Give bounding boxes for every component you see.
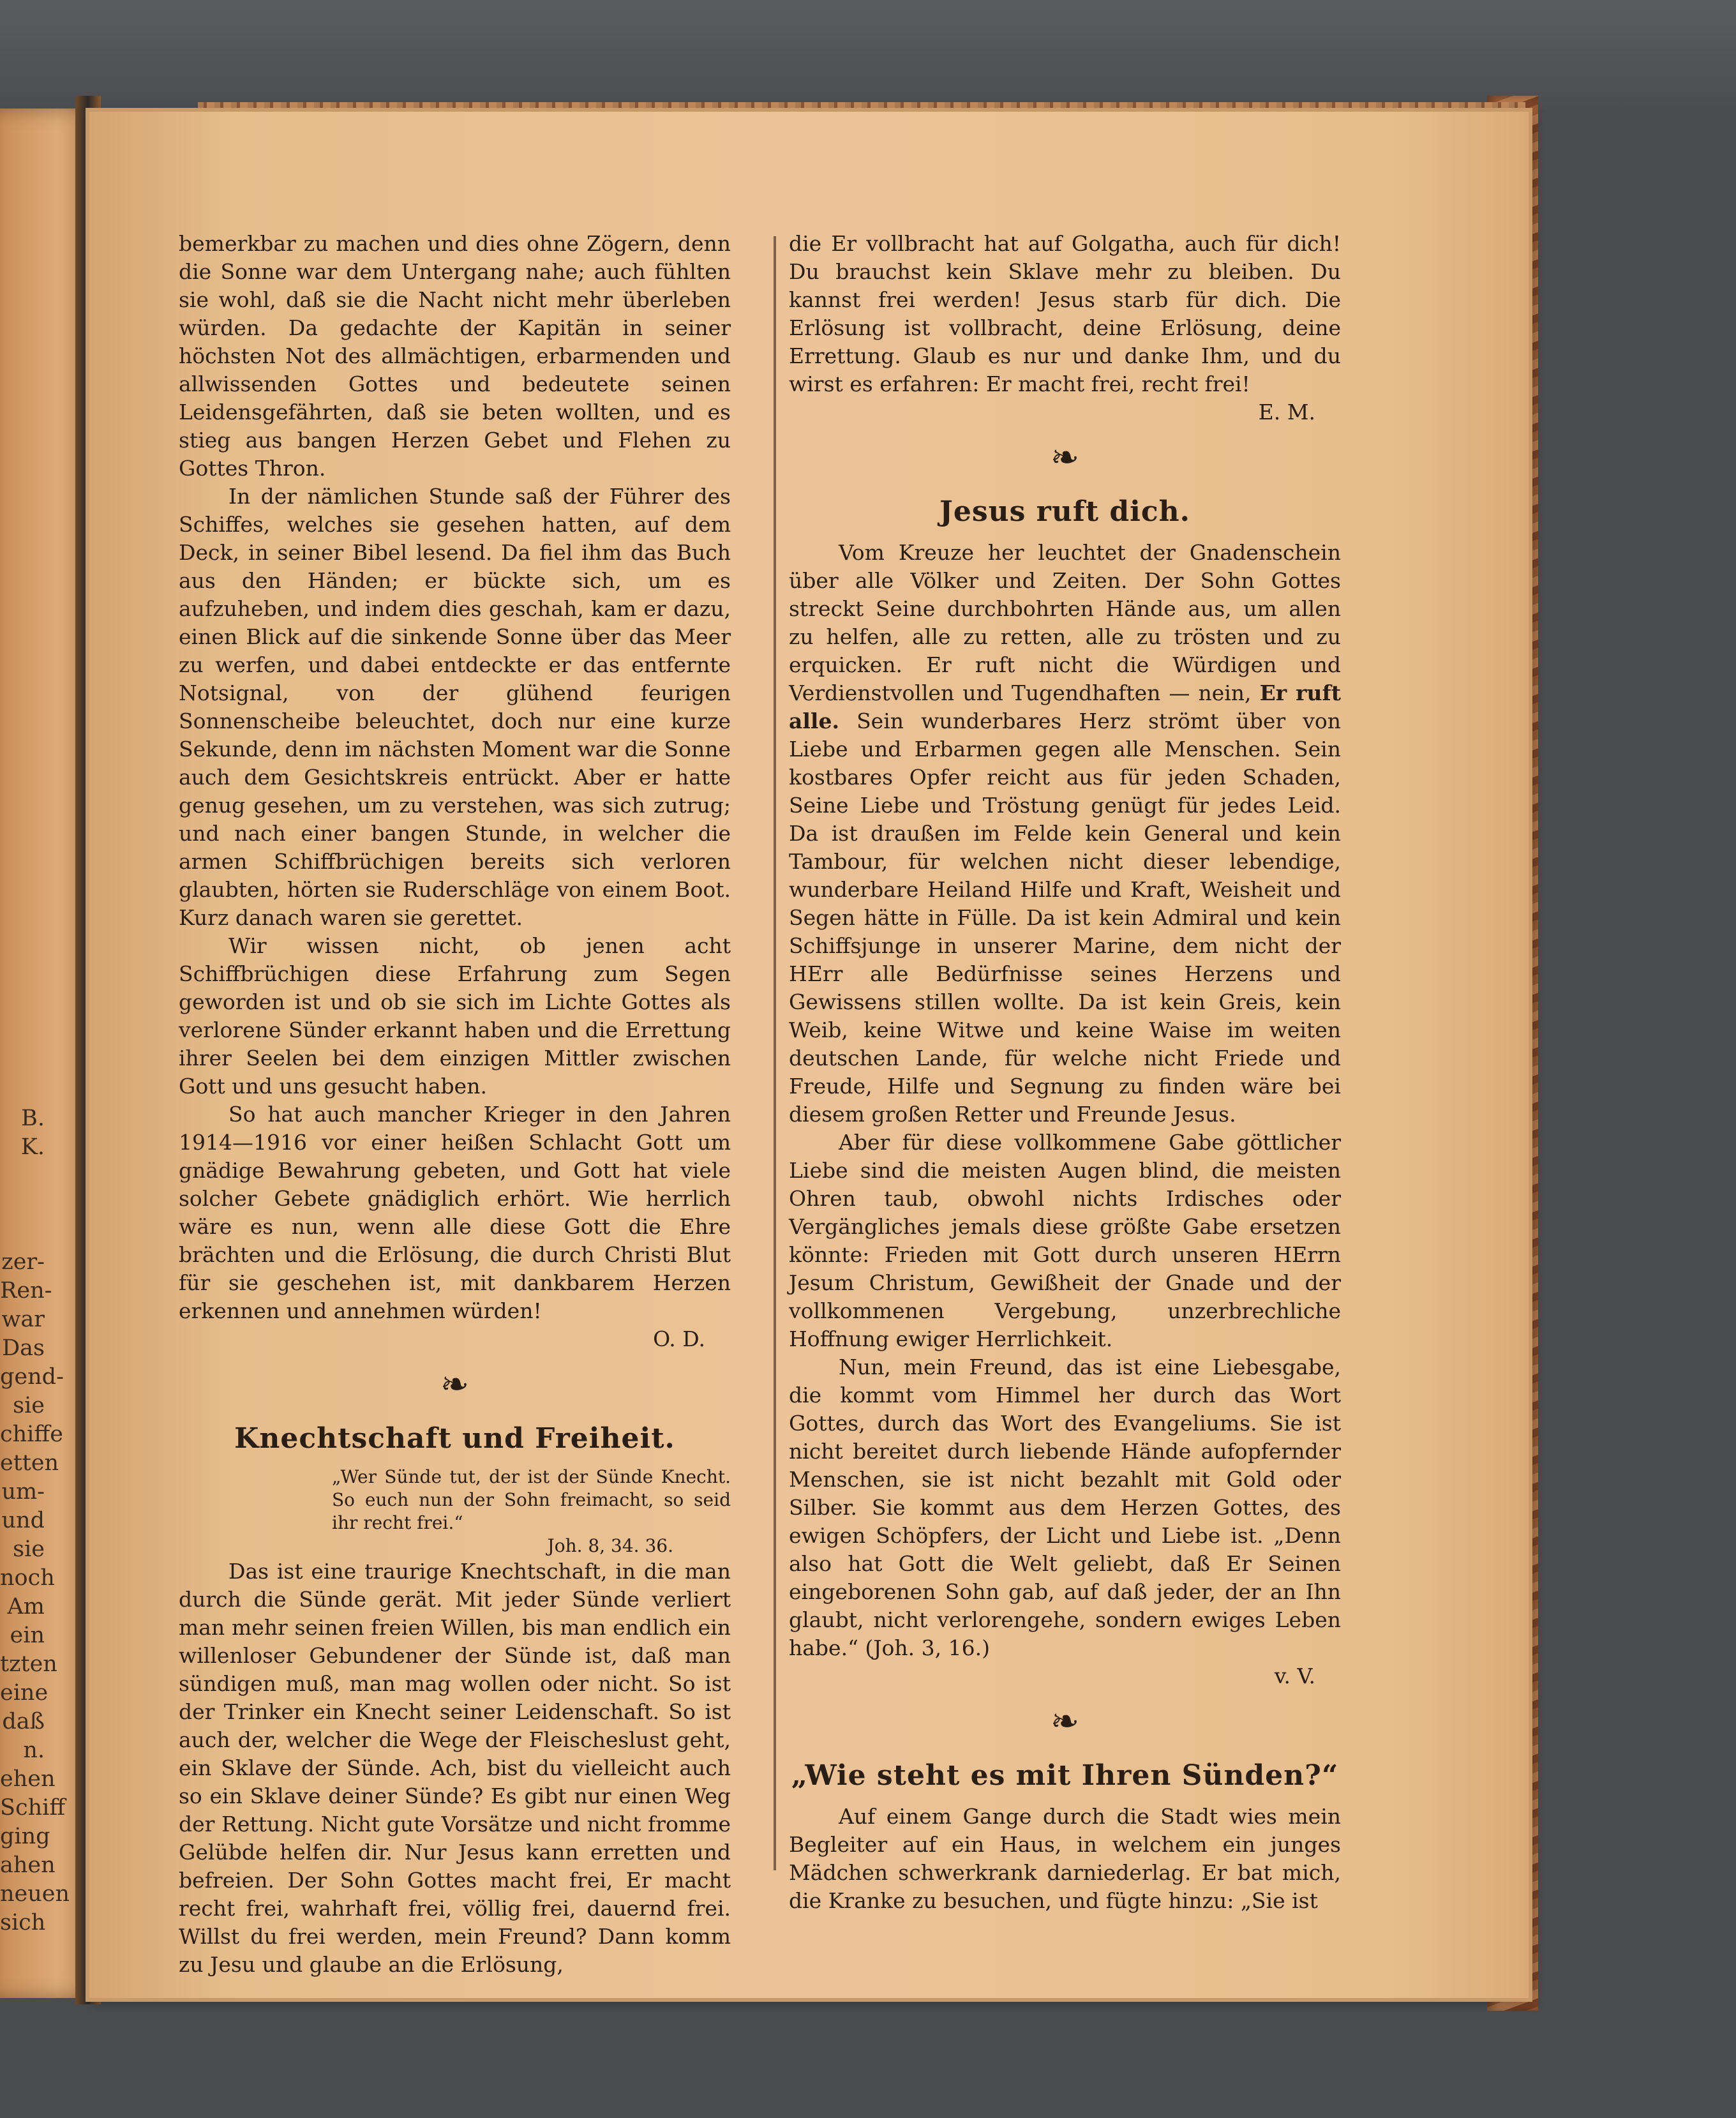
section-heading: Jesus ruft dich. (939, 495, 1190, 528)
paragraph: Wir wissen nicht, ob jenen acht Schiffbrüchigen diese Erfahrung zum Segen geworden ist und ob sie sich im Lichte Gottes als verlorene Sünder erkannt haben und die Errettung ihrer Seelen bei dem einzigen Mittler zwischen Gott und uns gesucht haben. (179, 933, 731, 1099)
previous-page-fragment: etten (0, 1450, 59, 1476)
previous-page-fragment: noch (0, 1565, 55, 1591)
paragraph: In der nämlichen Stunde saß der Führer des Schiffes, welches sie gesehen hatten, auf dem Deck, in seiner Bibel lesend. Da fiel ihm das Buch aus den Händen; er bückte sich, um es aufzuheben, und indem dies geschah, kam er dazu, einen Blick auf die sinkende Sonne über das Meer zu werfen, und dabei entdeckte er das entfernte Notsignal, von der glühend feurigen Sonnenscheibe beleuchtet, doch nur eine kurze Sekunde, denn im nächsten Moment war die Sonne auch dem Gesichtskreis entrückt. Aber er hatte genug gesehen, um zu verstehen, was sich zutrug; und nach einer bangen Stunde, in welcher die armen Schiffbrüchigen bereits sich verloren glaubten, hörten sie Ruderschläge von einem Boot. Kurz danach waren sie gerettet. (179, 484, 731, 930)
previous-page-fragment: war (1, 1307, 45, 1332)
fleuron-ornament: ❧ (440, 1364, 470, 1404)
previous-page-fragment: und (1, 1508, 45, 1533)
fleuron-ornament: ❧ (1050, 437, 1080, 477)
previous-page-fragment: um- (1, 1479, 45, 1505)
previous-page-fragment: tzten (0, 1651, 57, 1677)
emphasis-text: Er ruft alle. (789, 680, 1341, 733)
paragraph-text: Vom Kreuze her leuchtet der Gnadenschein über alle Völker und Zeiten. Der Sohn Gottes streckt Seine durchbohrten Hände aus, um allen zu helfen, alle zu retten, alle zu trösten und zu erquicken. Er ruft nicht die Würdigen und Verdienstvollen und Tugendhaften — nein, (789, 540, 1341, 705)
right-column (789, 230, 1341, 1915)
paragraph: die Er vollbracht hat auf Golgatha, auch für dich! Du brauchst kein Sklave mehr zu bleiben. Du kannst frei werden! Jesus starb für dich. Die Erlösung ist vollbracht, deine Erlösung, deine Errettung. Glaub es nur und danke Ihm, und du wirst es erfahren: Er macht frei, recht frei! (789, 231, 1341, 396)
previous-page-fragment: sie (13, 1393, 45, 1418)
background-desk (0, 0, 1736, 109)
previous-page-fragment: Das (2, 1335, 45, 1361)
previous-page-fragment: neuen (0, 1881, 70, 1907)
previous-page-fragment: zer- (1, 1249, 45, 1275)
fleuron-ornament: ❧ (1050, 1701, 1080, 1741)
paragraph-text: Sein wunderbares Herz strömt über von Liebe und Erbarmen gegen alle Menschen. Sein kostbares Opfer reicht aus für jeden Schaden, Seine Liebe und Tröstung genügt für jedes Leid. Da ist draußen im Felde kein General und kein Tambour, für welchen nicht dieser lebendige, wunderbare Heiland Hilfe und Kraft, Weisheit und Segen hätte in Fülle. Da ist kein Admiral und kein Schiffsjunge in unserer Marine, dem nicht der HErr alle Bedürfnisse seines Herzens und Gewissens stillen wollte. Da ist kein Greis, kein Weib, keine Witwe und keine Waise im weiten deutschen Lande, für welche nicht Friede und Freude, Hilfe und Segnung zu finden wäre bei diesem großen Retter und Freunde Jesus. (789, 709, 1342, 1127)
signature: v. V. (1274, 1664, 1315, 1688)
previous-page-fragment: Ren- (0, 1278, 52, 1303)
signature: E. M. (1258, 400, 1315, 424)
previous-page-fragment: n. (23, 1738, 45, 1763)
previous-page-fragment: eine (0, 1680, 49, 1706)
previous-page-fragment: Am (7, 1594, 45, 1619)
section-heading: „Wie steht es mit Ihren Sünden?“ (791, 1759, 1339, 1792)
paragraph: Auf einem Gange durch die Stadt wies mein Begleiter auf ein Haus, in welchem ein junges Mädchen schwerkrank darniederlag. Er bat mich, die Kranke zu besuchen, und fügte hinzu: „Sie ist (789, 1804, 1341, 1913)
paragraph (789, 539, 1341, 1129)
previous-page-fragment: gend- (0, 1364, 64, 1390)
section-heading: Knechtschaft und Freiheit. (234, 1422, 675, 1455)
previous-page-fragment: daß (2, 1709, 45, 1734)
previous-page-fragment: ein (10, 1623, 45, 1648)
signature: O. D. (653, 1326, 705, 1351)
previous-page-fragment: Schiff (0, 1795, 66, 1821)
left-column (179, 230, 731, 1979)
paragraph: bemerkbar zu machen und dies ohne Zögern, denn die Sonne war dem Untergang nahe; auch fühlten sie wohl, daß sie die Nacht nicht mehr überleben würden. Da gedachte der Kapitän in seiner höchsten Not des allmächtigen, erbarmenden und allwissenden Gottes und bedeutete seinen Leidensgefährten, daß sie beten wollten, und es stieg aus bangen Herzen Gebet und Flehen zu Gottes Thron. (179, 231, 731, 481)
previous-page-fragment (0, 1219, 45, 1248)
epigraph-reference: Joh. 8, 34. 36. (547, 1535, 673, 1556)
previous-page-fragment: ehen (0, 1766, 56, 1792)
previous-page-fragment (0, 1190, 45, 1219)
previous-page-fragment: ahen (0, 1852, 56, 1878)
paragraph: Das ist eine traurige Knechtschaft, in die man durch die Sünde gerät. Mit jeder Sünde verliert man mehr seinen freien Willen, bis man endlich ein willenloser Gebundener der Sünde ist, daß man sündigen muß, man mag wollen oder nicht. So ist der Trinker ein Knecht seiner Leidenschaft. So ist auch der, welcher die Wege der Fleischeslust geht, ein Sklave der Sünde. Ach, bist du vielleicht auch so ein Sklave deiner Sünde? Es gibt nur einen Weg der Rettung. Nicht gute Vorsätze und nicht fromme Gelübde helfen dir. Nur Jesus kann erretten und befreien. Der Sohn Gottes macht frei, Er macht recht frei, wahrhaft frei, völlig frei, dauernd frei. Willst du frei werden, mein Freund? Dann komm zu Jesu und glaube an die Erlösung, (179, 1559, 731, 1977)
previous-page-fragments (0, 1104, 70, 1937)
previous-page-fragment: sich (0, 1910, 46, 1935)
paragraph: So hat auch mancher Krieger in den Jahren 1914—1916 vor einer heißen Schlacht Gott um gnädige Bewahrung gebeten, und Gott hat viele solcher Gebete gnädiglich erhört. Wie herrlich wäre es nun, wenn alle diese Gott die Ehre brächten und die Erlösung, die durch Christi Blut für sie geschehen ist, mit dankbarem Herzen erkennen und annehmen würden! (179, 1102, 731, 1323)
epigraph: „Wer Sünde tut, der ist der Sünde Knecht. So euch nun der Sohn freimacht, so seid ihr recht frei.“ (332, 1466, 731, 1533)
paragraph: Nun, mein Freund, das ist eine Liebesgabe, die kommt vom Himmel her durch das Wort Gottes, durch das Wort des Evangeliums. Sie ist nicht bereitet durch liebende Hände aufopfernder Menschen, sie ist nicht bezahlt mit Gold oder Silber. Sie kommt aus dem Herzen Gottes, des ewigen Schöpfers, der Licht und Liebe ist. „Denn also hat Gott die Welt geliebt, daß Er Seinen eingeborenen Sohn gab, auf daß jeder, der an Ihn glaubt, nicht verlorengehe, sondern ewiges Leben habe.“ (Joh. 3, 16.) (789, 1355, 1341, 1660)
previous-page-fragment: B. K. (20, 1106, 45, 1160)
previous-page-fragment: chiffe (0, 1422, 63, 1447)
paragraph: Aber für diese vollkommene Gabe göttlicher Liebe sind die meisten Augen blind, die meisten Ohren taub, obwohl nichts Irdisches oder Vergängliches jemals diese größte Gabe ersetzen könnte: Frieden mit Gott durch unseren HErrn Jesum Christum, Gewißheit der Gnade und der vollkommenen Vergebung, unzerbrechliche Hoffnung ewiger Herrlichkeit. (789, 1130, 1341, 1351)
column-rule (774, 236, 776, 1870)
previous-page-fragment: sie (13, 1536, 45, 1562)
previous-page-fragment: ging (0, 1824, 50, 1849)
previous-page-fragment (0, 1162, 45, 1190)
